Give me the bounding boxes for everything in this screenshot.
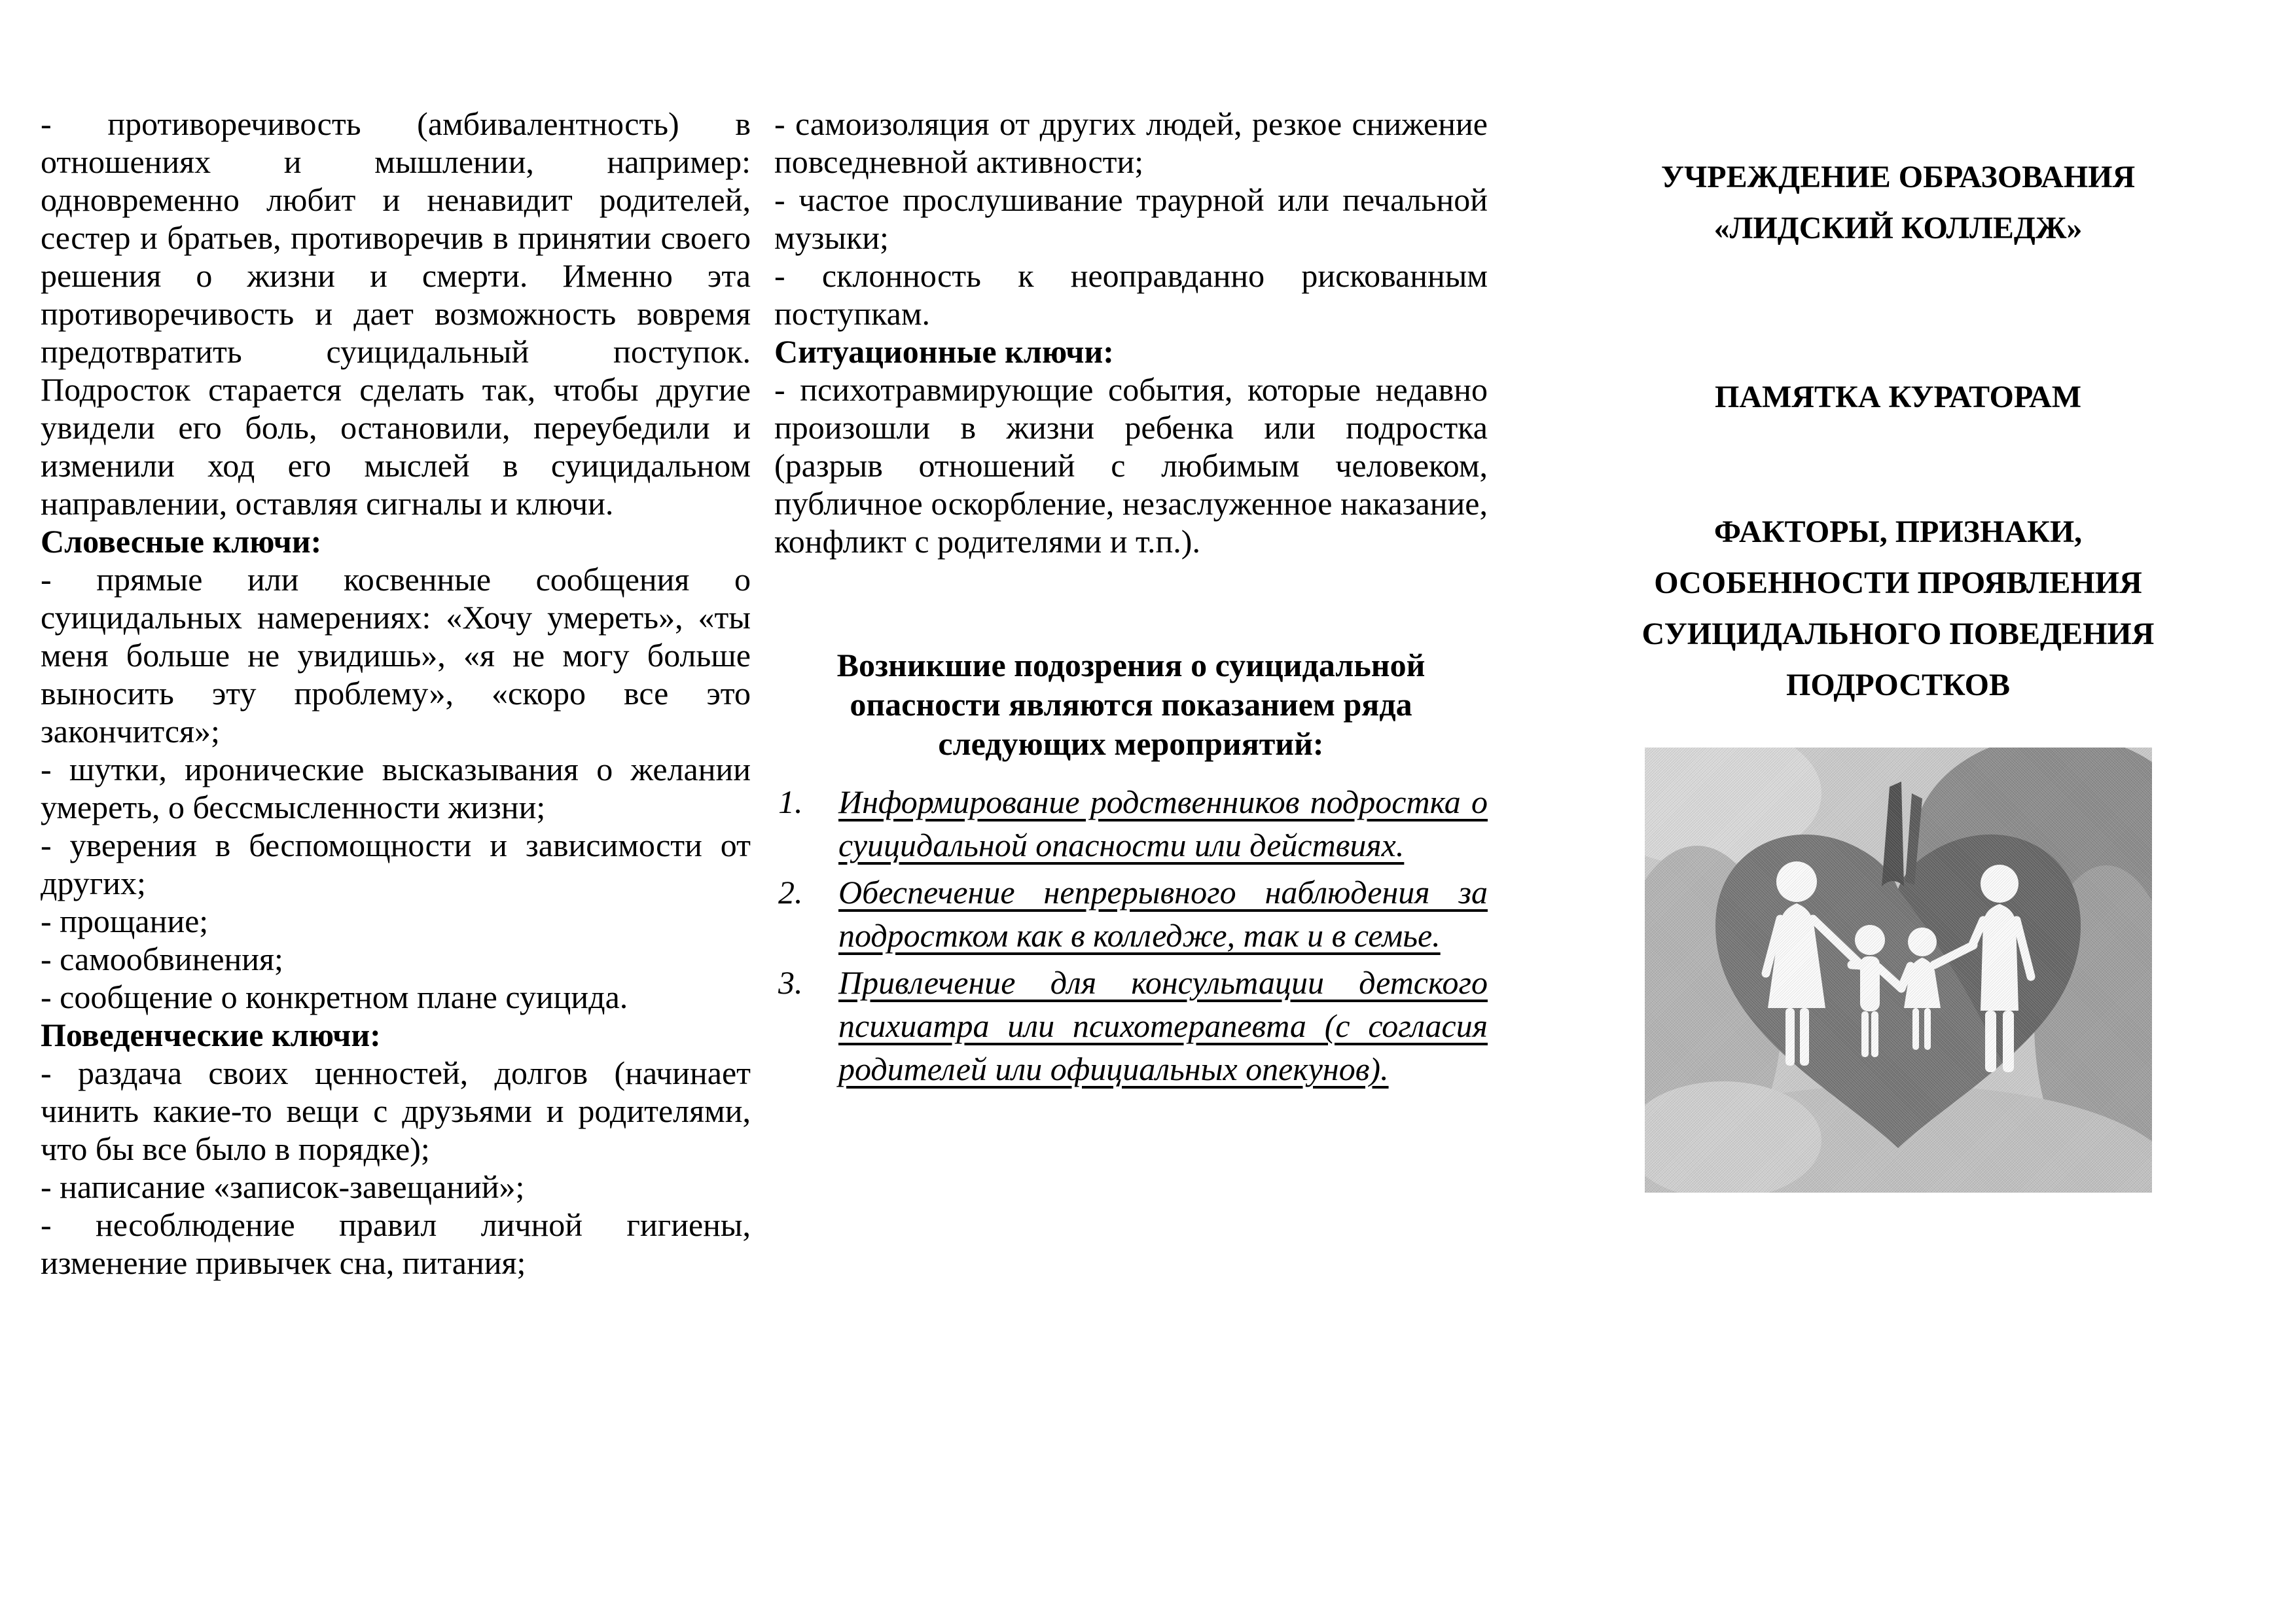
bullet-direct-messages: - прямые или косвенные сообщения о суицидальных намерениях: «Хочу умереть», «ты меня больше не увидишь», «я не могу больше выносить эту проблему», «скоро все это закончится»;: [41, 561, 751, 749]
measure-item-text: Обеспечение непрерывного наблюдения за подростком как в колледже, так и в семье.: [838, 874, 1488, 954]
main-title-line4: ПОДРОСТКОВ: [1786, 668, 2010, 702]
paragraph-ambivalence: - противоречивость (амбивалентность) в отношениях и мышлении, например: одновременно любит и ненавидит родителей, сестер и братьев, противоречив в принятии своего решения о жизни и смерти. Именно эта противоречивость и дает возможность вовремя предотвратить суицидальный поступок. Подросток старается сделать так, чтобы другие увидели его боль, остановили, переубедили и изменили ход его мыслей в суицидальном направлении, оставляя сигналы и ключи.: [41, 105, 751, 522]
bullet-farewell: - прощание;: [41, 903, 209, 939]
bullet-giving-away-values: - раздача своих ценностей, долгов (начинает чинить какие-то вещи с друзьями и родителями, что бы все было в порядке);: [41, 1055, 751, 1167]
bullet-risky-behavior: - склонность к неоправданно рискованным поступкам.: [774, 257, 1488, 332]
main-title-line2: ОСОБЕННОСТИ ПРОЯВЛЕНИЯ: [1654, 566, 2142, 600]
measure-item-continuous-observation: [838, 871, 1488, 957]
heading-situational-keys: Ситуационные ключи:: [774, 333, 1114, 370]
measure-item-psychiatrist-consult: [838, 961, 1488, 1091]
bullet-suicide-plan: - сообщение о конкретном плане суицида.: [41, 979, 628, 1015]
left-column: [41, 105, 751, 1282]
main-title-line1: ФАКТОРЫ, ПРИЗНАКИ,: [1713, 514, 2083, 549]
bullet-testament-notes: - написание «записок-завещаний»;: [41, 1168, 525, 1205]
family-heart-photo: [1645, 748, 2152, 1193]
bullet-mournful-music: - частое прослушивание траурной или печальной музыки;: [774, 181, 1488, 256]
bullet-self-blame: - самообвинения;: [41, 941, 283, 977]
measures-list: [774, 780, 1488, 1091]
institution-title: [1581, 152, 2215, 254]
main-title: [1581, 507, 2215, 711]
institution-title-line1: УЧРЕЖДЕНИЕ ОБРАЗОВАНИЯ: [1660, 160, 2136, 194]
measure-item-text: Информирование родственников подростка о суицидальной опасности или действиях.: [838, 784, 1488, 863]
measure-item-text: Привлечение для консультации детского психиатра или психотерапевта (с согласия родителей или официальных опекунов).: [838, 964, 1488, 1087]
heading-behavioral-keys: Поведенческие ключи:: [41, 1017, 381, 1053]
bullet-traumatic-events: - психотравмирующие события, которые недавно произошли в жизни ребенка или подростка (разрыв отношений с любимым человеком, публичное оскорбление, незаслуженное наказание, конфликт с родителями и т.п.).: [774, 371, 1488, 560]
memo-title: ПАМЯТКА КУРАТОРАМ: [1714, 380, 2081, 414]
heading-verbal-keys: Словесные ключи:: [41, 523, 322, 560]
main-title-line3: СУИЦИДАЛЬНОГО ПОВЕДЕНИЯ: [1641, 617, 2155, 651]
institution-title-line2: «ЛИДСКИЙ КОЛЛЕДЖ»: [1713, 211, 2083, 245]
middle-column: [774, 105, 1488, 1094]
measures-heading: Возникшие подозрения о суицидальной опасности являются показанием ряда следующих мероприятий:: [836, 647, 1426, 762]
cover-column: [1581, 105, 2215, 1193]
bullet-self-isolation: - самоизоляция от других людей, резкое снижение повседневной активности;: [774, 105, 1488, 180]
bullet-jokes: - шутки, иронические высказывания о желании умереть, о бессмысленности жизни;: [41, 751, 751, 825]
bullet-hygiene-habits: - несоблюдение правил личной гигиены, изменение привычек сна, питания;: [41, 1206, 751, 1281]
bullet-helplessness: - уверения в беспомощности и зависимости от других;: [41, 827, 751, 901]
measure-item-inform-relatives: [838, 780, 1488, 867]
family-heart-illustration: [1645, 748, 2152, 1193]
